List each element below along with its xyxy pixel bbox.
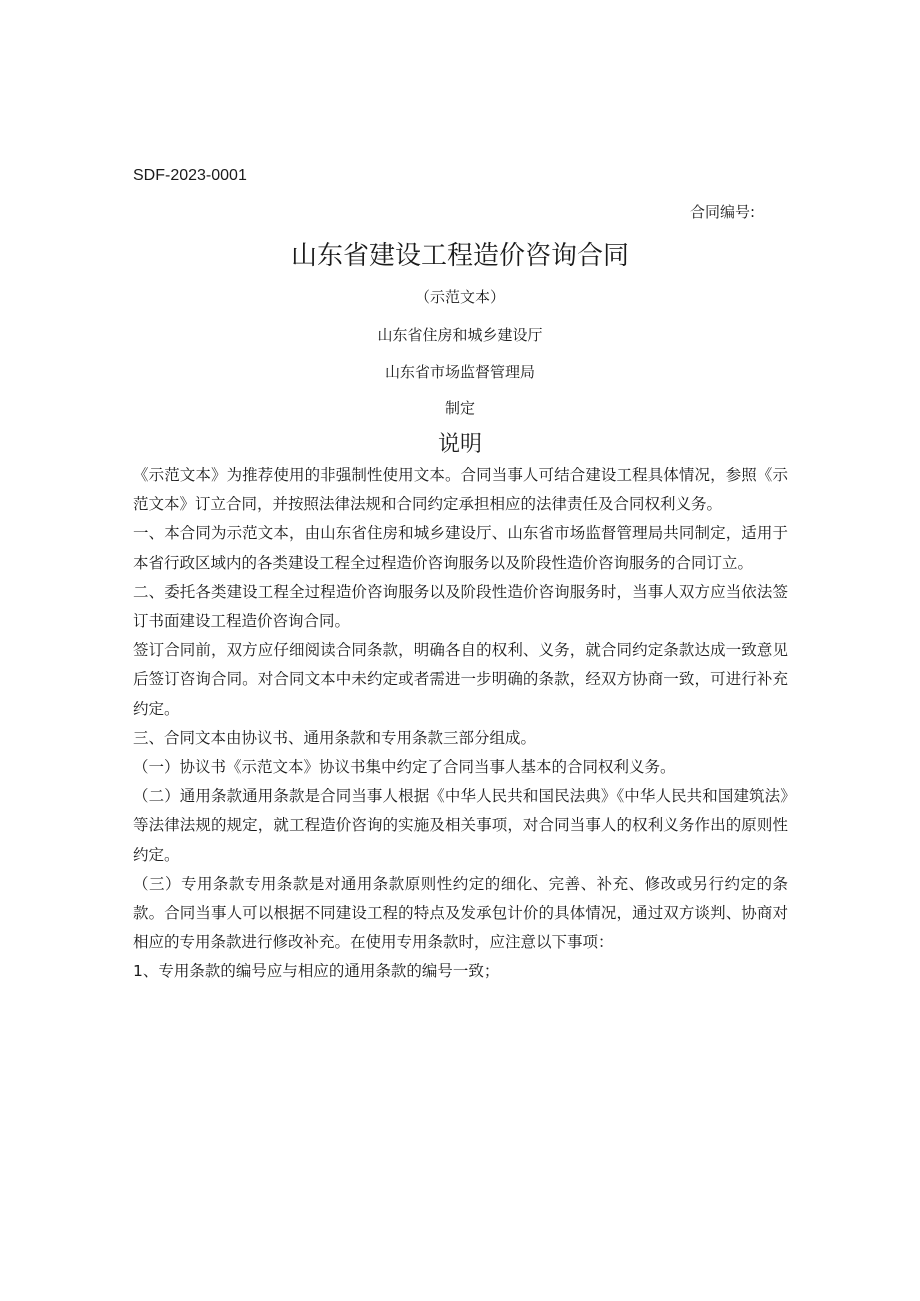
issuer-line-2: 山东省市场监督管理局 bbox=[384, 363, 535, 381]
paragraph: 1、专用条款的编号应与相应的通用条款的编号一致； bbox=[133, 962, 500, 981]
paragraph: 一、本合同为示范文本，由山东省住房和城乡建设厅、山东省市场监督管理局共同制定，适用于本省行政区域内的各类建设工程全过程造价咨询服务以及阶段性造价咨询服务的合同订立。 bbox=[133, 524, 788, 572]
issued-label: 制定 bbox=[444, 399, 475, 417]
paragraph: 《示范文本》为推荐使用的非强制性使用文本。合同当事人可结合建设工程具体情况，参照《示范文本》订立合同，并按照法律法规和合同约定承担相应的法律责任及合同权利义务。 bbox=[133, 466, 788, 514]
section-body bbox=[133, 461, 788, 987]
paragraph: （三）专用条款专用条款是对通用条款原则性约定的细化、完善、补充、修改或另行约定的条款。合同当事人可以根据不同建设工程的特点及发承包计价的具体情况，通过双方谈判、协商对相应的专用条款进行修改补充。在使用专用条款时，应注意以下事项： bbox=[133, 874, 788, 952]
document-title: 山东省建设工程造价咨询合同 bbox=[290, 241, 629, 271]
paragraph: 三、合同文本由协议书、通用条款和专用条款三部分组成。 bbox=[133, 728, 537, 747]
section-heading: 说明 bbox=[437, 432, 482, 457]
paragraph: 二、委托各类建设工程全过程造价咨询服务以及阶段性造价咨询服务时，当事人双方应当依法签订书面建设工程造价咨询合同。 bbox=[133, 582, 788, 631]
paragraph: （一）协议书《示范文本》协议书集中约定了合同当事人基本的合同权利义务。 bbox=[133, 758, 676, 777]
document-subtitle: （示范文本） bbox=[414, 288, 505, 306]
issuer-line-1: 山东省住房和城乡建设厅 bbox=[377, 326, 543, 344]
contract-number-label: 合同编号: bbox=[689, 203, 755, 221]
document-code: SDF-2023-0001 bbox=[133, 167, 247, 184]
paragraph: 签订合同前，双方应仔细阅读合同条款，明确各自的权利、义务，就合同约定条款达成一致意见后签订咨询合同。对合同文本中未约定或者需进一步明确的条款，经双方协商一致，可进行补充约定。 bbox=[133, 641, 788, 718]
paragraph: （二）通用条款通用条款是合同当事人根据《中华人民共和国民法典》《中华人民共和国建筑法》等法律法规的规定，就工程造价咨询的实施及相关事项，对合同当事人的权利义务作出的原则性约定。 bbox=[133, 787, 788, 864]
